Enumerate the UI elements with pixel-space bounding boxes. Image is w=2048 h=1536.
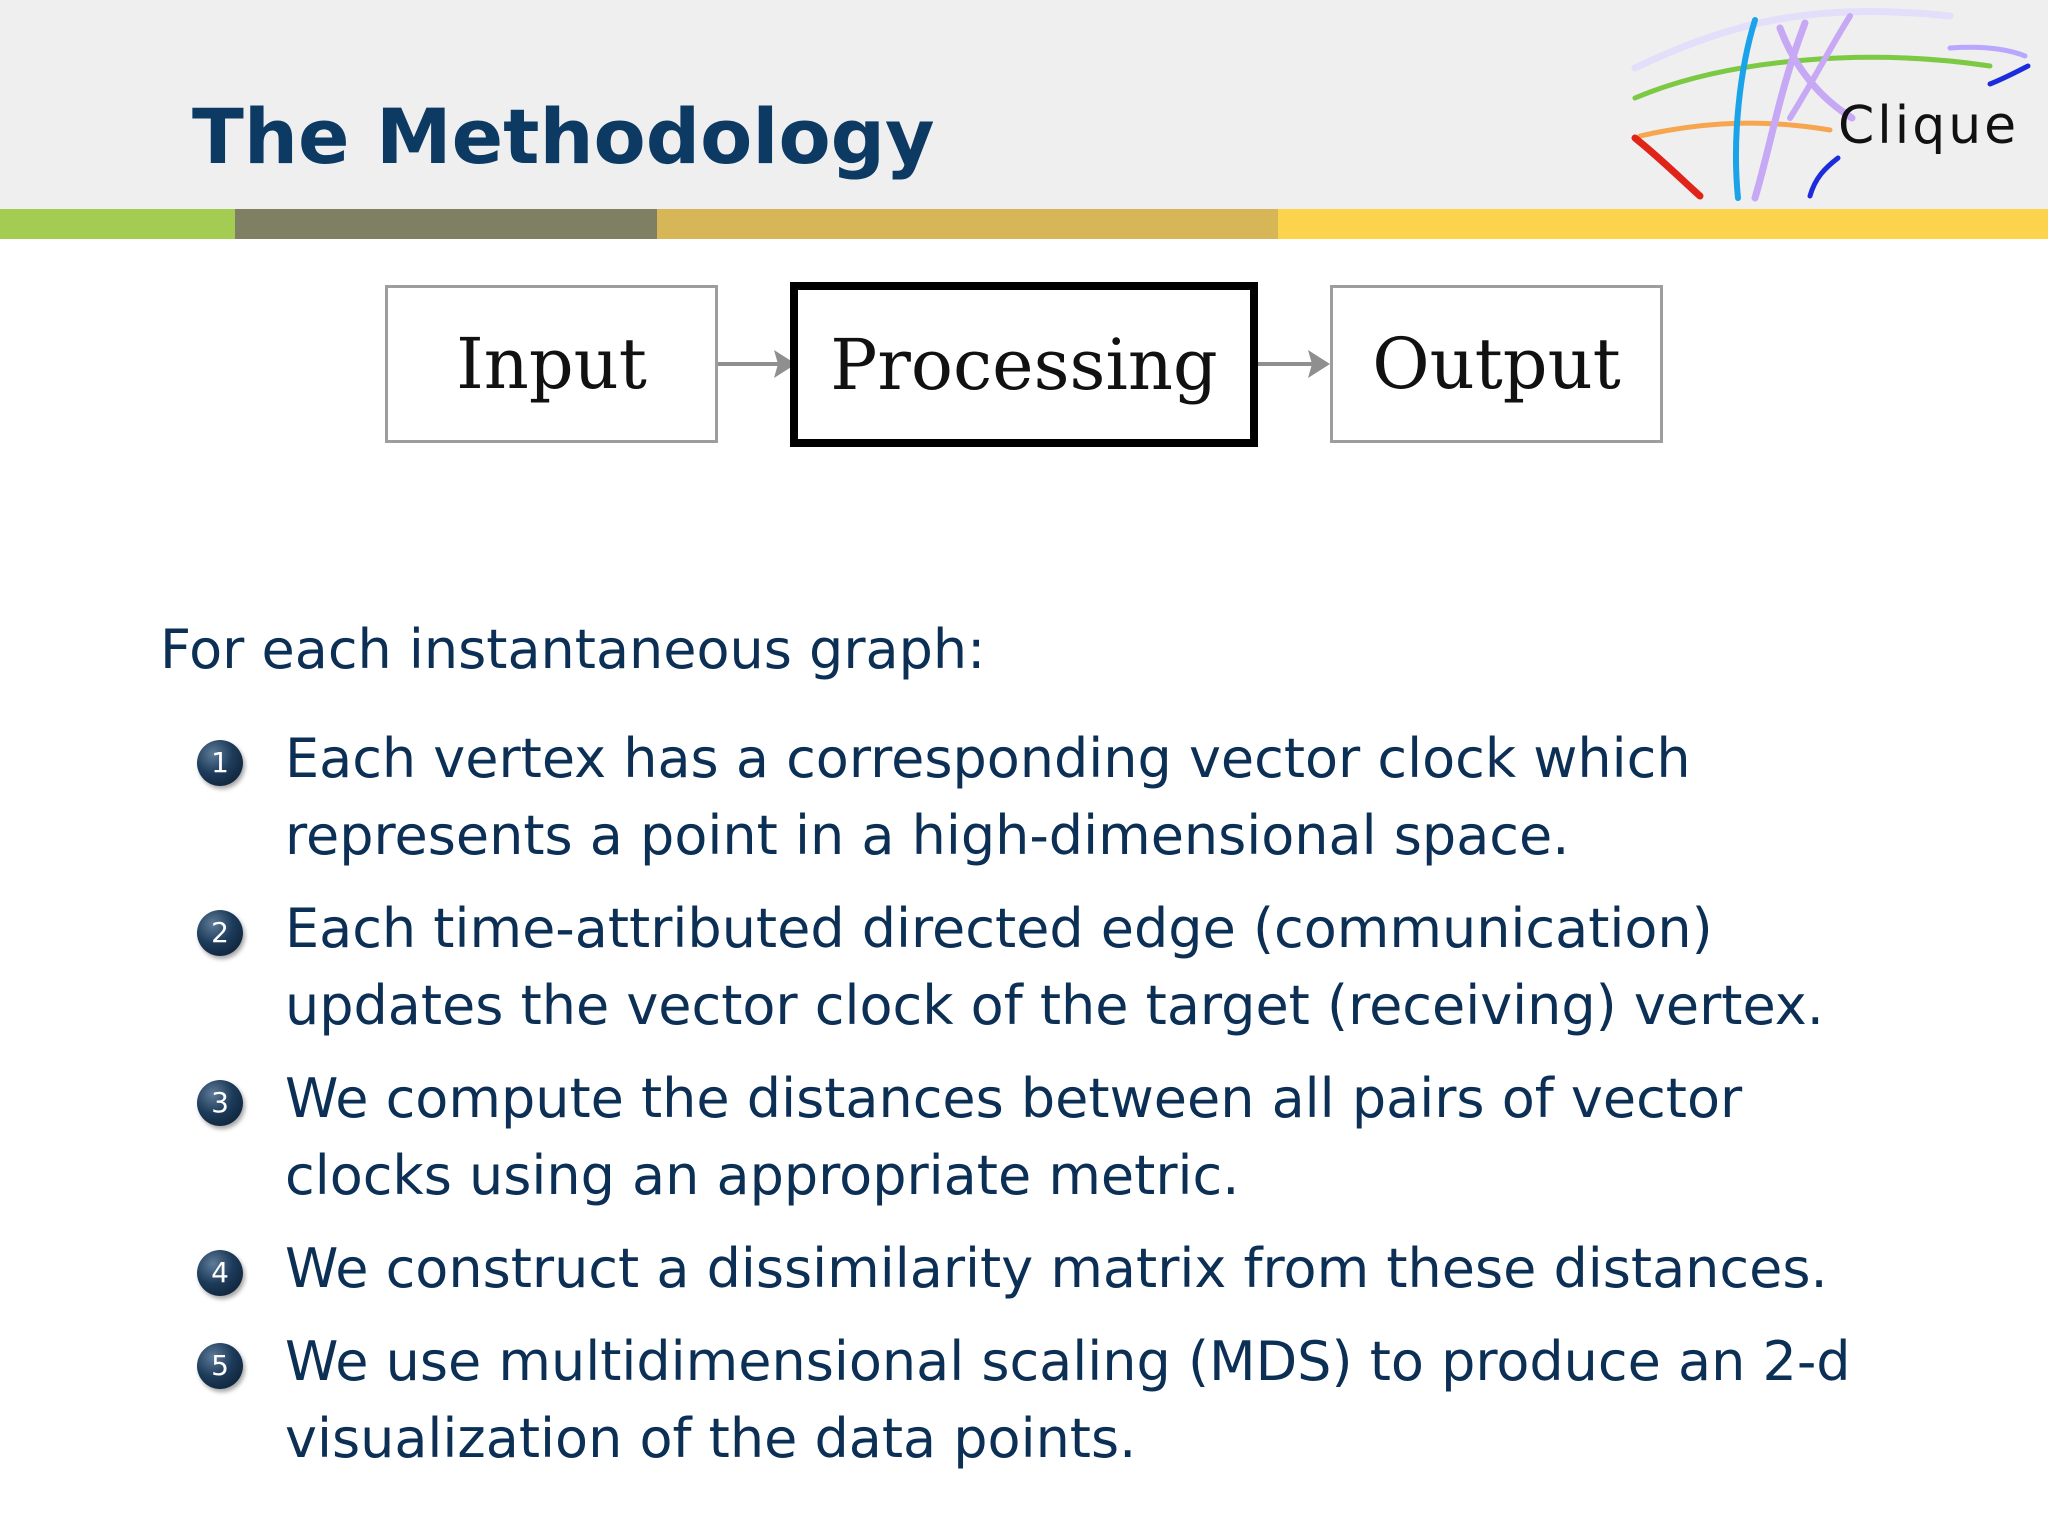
list-item: [195, 720, 1895, 874]
logo-text: Clique: [1838, 96, 2020, 156]
number-bullet-icon: 3: [197, 1080, 243, 1126]
list-item-text: Each vertex has a corresponding vector clock which represents a point in a high-dimensional space.: [285, 727, 1691, 867]
list-item: [195, 1060, 1895, 1214]
output-box: Output: [1330, 285, 1663, 443]
list-item-text: We compute the distances between all pairs of vector clocks using an appropriate metric.: [285, 1067, 1743, 1207]
processing-box: Processing: [790, 282, 1258, 447]
number-bullet-icon: 5: [197, 1343, 243, 1389]
intro-text: For each instantaneous graph:: [160, 618, 986, 681]
list-item-text: We construct a dissimilarity matrix from these distances.: [285, 1237, 1828, 1300]
list-item-text: We use multidimensional scaling (MDS) to produce an 2-d visualization of the data points.: [285, 1330, 1851, 1470]
input-box: Input: [385, 285, 718, 443]
list-item: [195, 1323, 1895, 1477]
list-item: [195, 890, 1895, 1044]
slide-title: The Methodology: [192, 92, 935, 181]
number-bullet-icon: 1: [197, 740, 243, 786]
number-bullet-icon: 2: [197, 910, 243, 956]
list-item-text: Each time-attributed directed edge (communication) updates the vector clock of the target (receiving) vertex.: [285, 897, 1824, 1037]
number-bullet-icon: 4: [197, 1250, 243, 1296]
list-item: [195, 1230, 1895, 1307]
steps-list: [195, 720, 1895, 1493]
